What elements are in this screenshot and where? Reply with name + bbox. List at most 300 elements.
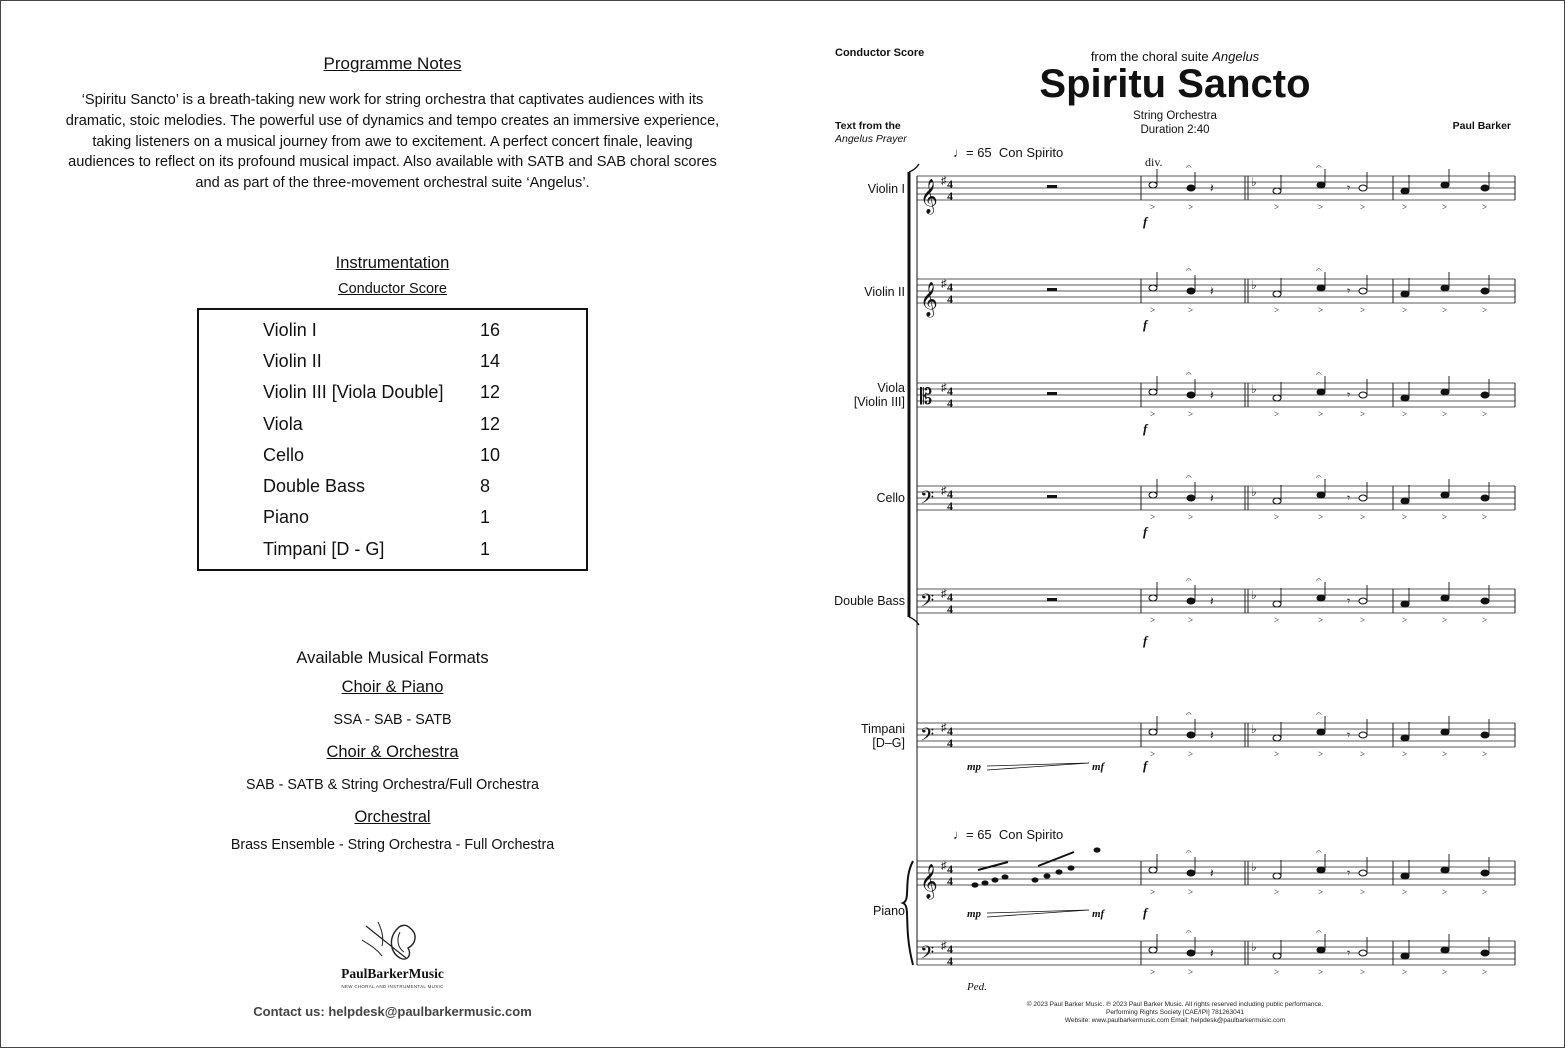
- staff-label-viola: Viola [Violin III]: [853, 381, 905, 409]
- dynamic-forte: f: [1143, 214, 1148, 229]
- note-head: [1481, 732, 1489, 738]
- instrument-row: [263, 507, 563, 531]
- fermata-icon: 𝄐: [1316, 575, 1322, 586]
- dynamic-mp: mp: [967, 908, 982, 920]
- alto-clef-icon: 𝄡: [920, 384, 933, 409]
- note-head: [1273, 188, 1281, 194]
- accent-mark: >: [1442, 749, 1448, 759]
- note-head: [1401, 498, 1409, 504]
- note-head: [972, 882, 979, 887]
- score-subtitle: String Orchestra: [1133, 110, 1217, 122]
- accent-mark: >: [1274, 305, 1280, 315]
- instrument-name: Violin III [Viola Double]: [263, 382, 444, 402]
- pedal-mark: Ped.: [967, 981, 987, 993]
- dynamic-forte: f: [1143, 905, 1148, 920]
- note-head: [1187, 598, 1195, 604]
- format-line: Brass Ensemble - String Orchestra - Full Orchestra: [230, 837, 555, 853]
- accent-mark: >: [1318, 615, 1324, 625]
- time-signature-bottom: 4: [947, 396, 953, 410]
- sharp-icon: ♯: [941, 860, 947, 872]
- eighth-rest-icon: 𝄾: [1347, 284, 1351, 298]
- note-head: [1481, 392, 1489, 398]
- accent-mark: >: [1188, 749, 1194, 759]
- text-source-line: Text from the: [835, 120, 901, 132]
- accent-mark: >: [1150, 749, 1156, 759]
- note-head: [1317, 867, 1325, 873]
- dynamic-mf: mf: [1092, 908, 1105, 920]
- accent-mark: >: [1318, 512, 1324, 522]
- note-head: [1149, 595, 1157, 601]
- note-head: [1187, 732, 1195, 738]
- accent-mark: >: [1188, 512, 1194, 522]
- flat-icon: ♭: [1251, 940, 1257, 954]
- note-head: [1359, 598, 1367, 604]
- fermata-icon: 𝄐: [1186, 575, 1192, 586]
- note-head: [1441, 182, 1449, 188]
- quarter-rest-icon: 𝄽: [1210, 728, 1214, 742]
- note-head: [1401, 953, 1409, 959]
- format-heading: Orchestral: [354, 808, 431, 826]
- eighth-rest-icon: 𝄾: [1347, 946, 1351, 960]
- suite-name: Angelus: [1212, 49, 1260, 64]
- accent-mark: >: [1150, 305, 1156, 315]
- time-signature-bottom: 4: [947, 189, 953, 203]
- score-page: [785, 0, 1565, 1048]
- note-head: [1149, 492, 1157, 498]
- note-head: [1481, 185, 1489, 191]
- from-prefix: from the choral suite: [1090, 49, 1213, 64]
- instrument-row: [263, 539, 563, 563]
- accent-mark: >: [1150, 202, 1156, 212]
- instrument-qty: 8: [480, 476, 491, 496]
- flat-icon: ♭: [1251, 382, 1257, 396]
- instrument-name: Viola: [263, 414, 303, 434]
- note-head: [1149, 947, 1157, 953]
- accent-mark: >: [1360, 305, 1366, 315]
- eighth-rest-icon: 𝄾: [1347, 388, 1351, 402]
- accent-mark: >: [1150, 615, 1156, 625]
- bass-clef-icon: 𝄢: [920, 487, 935, 512]
- programme-notes-body: [40, 90, 745, 194]
- instrument-name: Timpani [D - G]: [263, 539, 385, 559]
- note-head: [1149, 867, 1157, 873]
- time-signature-bottom: 4: [947, 499, 953, 513]
- piano-brace: [903, 861, 913, 965]
- sharp-icon: ♯: [941, 382, 947, 394]
- format-heading: Choir & Orchestra: [326, 743, 459, 761]
- note-head: [1032, 877, 1039, 882]
- instrument-row: [263, 351, 563, 375]
- fermata-icon: 𝄐: [1316, 472, 1322, 483]
- flat-icon: ♭: [1251, 485, 1257, 499]
- instrument-qty: 1: [480, 539, 491, 559]
- dynamic-mf: mf: [1092, 761, 1105, 773]
- accent-mark: >: [1360, 409, 1366, 419]
- accent-mark: >: [1274, 512, 1280, 522]
- crescendo-hairpin: [987, 763, 1089, 770]
- time-signature-bottom: 4: [947, 292, 953, 306]
- sharp-icon: ♯: [941, 485, 947, 497]
- note-head: [1441, 947, 1449, 953]
- instrumentation-title: Instrumentation: [335, 254, 450, 272]
- note-head: [1441, 595, 1449, 601]
- note-head: [1441, 389, 1449, 395]
- dynamic-mp: mp: [967, 761, 982, 773]
- accent-mark: >: [1318, 409, 1324, 419]
- accent-mark: >: [1442, 887, 1448, 897]
- fermata-icon: 𝄐: [1186, 472, 1192, 483]
- instrument-name: Cello: [263, 445, 305, 465]
- whole-rest: [1047, 598, 1057, 601]
- fermata-icon: 𝄐: [1316, 369, 1322, 380]
- quarter-note-icon: ♩: [953, 145, 966, 160]
- programme-line: taking listeners on a musical journey from awe to excitement. A perfect concert finale, leaving: [92, 133, 693, 150]
- note-head: [1481, 495, 1489, 501]
- sharp-icon: ♯: [941, 940, 947, 952]
- note-head: [1068, 865, 1075, 870]
- treble-clef-icon: 𝄞: [920, 283, 938, 316]
- time-signature-bottom: 4: [947, 736, 953, 750]
- note-head: [1481, 598, 1489, 604]
- quarter-note-icon: ♩: [953, 827, 966, 842]
- sharp-icon: ♯: [941, 588, 947, 600]
- accent-mark: >: [1150, 887, 1156, 897]
- instrument-name: Violin I: [263, 320, 317, 340]
- text-source-prayer: Angelus Prayer: [835, 133, 907, 145]
- instrument-row: [263, 476, 563, 500]
- accent-mark: >: [1442, 409, 1448, 419]
- note-head: [1273, 498, 1281, 504]
- accent-mark: >: [1442, 512, 1448, 522]
- accent-mark: >: [1482, 305, 1488, 315]
- instrument-qty: 12: [480, 382, 501, 402]
- bass-clef-icon: 𝄢: [920, 724, 935, 749]
- accent-mark: >: [1360, 967, 1366, 977]
- accent-mark: >: [1482, 887, 1488, 897]
- accent-mark: >: [1188, 202, 1194, 212]
- programme-line: audiences to reflect on its profound musical impact. Also available with SATB and SAB choral scores: [68, 154, 717, 171]
- score-notation: [785, 0, 1565, 1000]
- note-head: [1187, 495, 1195, 501]
- note-head: [1359, 392, 1367, 398]
- note-head: [1401, 601, 1409, 607]
- note-head: [1094, 847, 1101, 852]
- accent-mark: >: [1274, 749, 1280, 759]
- accent-mark: >: [1274, 615, 1280, 625]
- note-head: [1401, 735, 1409, 741]
- fermata-icon: 𝄐: [1316, 265, 1322, 276]
- note-head: [992, 877, 999, 882]
- dynamic-forte: f: [1143, 421, 1148, 436]
- note-head: [1317, 947, 1325, 953]
- treble-clef-icon: 𝄞: [920, 865, 938, 898]
- time-signature-top: 4: [947, 177, 953, 191]
- note-head: [1317, 389, 1325, 395]
- time-signature-top: 4: [947, 280, 953, 294]
- accent-mark: >: [1402, 887, 1408, 897]
- quarter-rest-icon: 𝄽: [1210, 181, 1214, 195]
- note-head: [1187, 185, 1195, 191]
- accent-mark: >: [1188, 305, 1194, 315]
- staff-label-double-bass: Double Bass: [834, 594, 905, 608]
- note-head: [1441, 729, 1449, 735]
- note-head: [1481, 950, 1489, 956]
- accent-mark: >: [1318, 749, 1324, 759]
- accent-mark: >: [1274, 409, 1280, 419]
- note-head: [1317, 492, 1325, 498]
- note-head: [1481, 288, 1489, 294]
- staff-label-violin-2: Violin II: [864, 285, 905, 299]
- instrument-row: [263, 320, 563, 344]
- accent-mark: >: [1188, 409, 1194, 419]
- time-signature-bottom: 4: [947, 602, 953, 616]
- eighth-rest-icon: 𝄾: [1347, 594, 1351, 608]
- footer-prs: Performing Rights Society [CAE/IPI] 781263041: [1105, 1009, 1245, 1016]
- accent-mark: >: [1442, 305, 1448, 315]
- accent-mark: >: [1274, 887, 1280, 897]
- note-head: [1359, 870, 1367, 876]
- sharp-icon: ♯: [941, 175, 947, 187]
- quarter-rest-icon: 𝄽: [1210, 284, 1214, 298]
- note-head: [1317, 285, 1325, 291]
- time-signature-top: 4: [947, 724, 953, 738]
- contact-line: Contact us: helpdesk@paulbarkermusic.com: [253, 1004, 532, 1019]
- accent-mark: >: [1442, 615, 1448, 625]
- divisi-mark: div.: [1145, 155, 1163, 169]
- fermata-icon: 𝄐: [1186, 369, 1192, 380]
- eighth-rest-icon: 𝄾: [1347, 181, 1351, 195]
- programme-line: and as part of the three-movement orchestral suite ‘Angelus’.: [195, 175, 590, 192]
- time-signature-top: 4: [947, 487, 953, 501]
- fermata-icon: 𝄐: [1316, 927, 1322, 938]
- eighth-rest-icon: 𝄾: [1347, 491, 1351, 505]
- accent-mark: >: [1360, 512, 1366, 522]
- accent-mark: >: [1274, 967, 1280, 977]
- time-signature-top: 4: [947, 942, 953, 956]
- format-line: SAB - SATB & String Orchestra/Full Orchestra: [246, 777, 539, 793]
- formats-title: Available Musical Formats: [296, 649, 489, 667]
- accent-mark: >: [1150, 512, 1156, 522]
- tempo-mark: ♩= 65 Con Spirito: [953, 145, 1064, 160]
- note-head: [1317, 182, 1325, 188]
- quarter-rest-icon: 𝄽: [1210, 594, 1214, 608]
- note-head: [1441, 285, 1449, 291]
- accent-mark: >: [1402, 749, 1408, 759]
- note-head: [1149, 389, 1157, 395]
- flat-icon: ♭: [1251, 722, 1257, 736]
- note-head: [1273, 953, 1281, 959]
- quarter-rest-icon: 𝄽: [1210, 946, 1214, 960]
- instrument-name: Piano: [263, 507, 310, 527]
- footer-contact: Website: www.paulbarkermusic.com Email: helpdesk@paulbarkermusic.com: [1064, 1017, 1286, 1024]
- score-duration: Duration 2:40: [1140, 124, 1210, 136]
- note-head: [1359, 732, 1367, 738]
- accent-mark: >: [1360, 202, 1366, 212]
- note-head: [1317, 595, 1325, 601]
- note-head: [1273, 601, 1281, 607]
- logo-text: PaulBarkerMusic: [341, 966, 444, 981]
- instrument-row: [263, 445, 563, 469]
- quarter-rest-icon: 𝄽: [1210, 388, 1214, 402]
- note-head: [1273, 291, 1281, 297]
- note-head: [1441, 867, 1449, 873]
- note-head: [1002, 874, 1009, 879]
- staff-label-piano: Piano: [873, 904, 905, 918]
- accent-mark: >: [1150, 967, 1156, 977]
- eighth-rest-icon: 𝄾: [1347, 728, 1351, 742]
- conductor-score-label: Conductor Score: [835, 47, 925, 59]
- note-head: [1149, 285, 1157, 291]
- time-signature-bottom: 4: [947, 954, 953, 968]
- staff-label-cello: Cello: [876, 491, 905, 505]
- accent-mark: >: [1402, 409, 1408, 419]
- note-beam: [1038, 852, 1074, 866]
- accent-mark: >: [1318, 202, 1324, 212]
- flat-icon: ♭: [1251, 588, 1257, 602]
- fermata-icon: 𝄐: [1186, 847, 1192, 858]
- whole-rest: [1047, 288, 1057, 291]
- accent-mark: >: [1402, 615, 1408, 625]
- footer-copyright: © 2023 Paul Barker Music. ℗ 2023 Paul Barker Music. All rights reserved including public performance.: [1026, 1001, 1324, 1008]
- accent-mark: >: [1482, 202, 1488, 212]
- flat-icon: ♭: [1251, 175, 1257, 189]
- instrument-row: [263, 414, 563, 438]
- accent-mark: >: [1188, 967, 1194, 977]
- accent-mark: >: [1188, 887, 1194, 897]
- note-head: [1359, 495, 1367, 501]
- instrument-name: Violin II: [263, 351, 322, 371]
- dynamic-forte: f: [1143, 633, 1148, 648]
- score-title: Spiritu Sancto: [1039, 62, 1311, 106]
- note-head: [1359, 288, 1367, 294]
- flat-icon: ♭: [1251, 278, 1257, 292]
- instrument-qty: 10: [480, 445, 501, 465]
- accent-mark: >: [1402, 305, 1408, 315]
- accent-mark: >: [1442, 967, 1448, 977]
- crescendo-hairpin: [987, 910, 1089, 917]
- accent-mark: >: [1150, 409, 1156, 419]
- instrumentation-subtitle: Conductor Score: [338, 281, 447, 297]
- note-head: [1187, 950, 1195, 956]
- accent-mark: >: [1442, 202, 1448, 212]
- fermata-icon: 𝄐: [1186, 162, 1192, 173]
- programme-line: ‘Spiritu Sancto’ is a breath-taking new work for string orchestra that captivates audiences with its: [81, 92, 704, 108]
- note-head: [1441, 492, 1449, 498]
- note-head: [1187, 392, 1195, 398]
- dynamic-forte: f: [1143, 524, 1148, 539]
- accent-mark: >: [1318, 305, 1324, 315]
- instrument-row: [263, 382, 563, 406]
- fermata-icon: 𝄐: [1316, 847, 1322, 858]
- note-head: [1481, 870, 1489, 876]
- fermata-icon: 𝄐: [1186, 265, 1192, 276]
- programme-line: dramatic, stoic melodies. The powerful use of dynamics and tempo creates an immersive experience,: [65, 112, 720, 129]
- treble-clef-icon: 𝄞: [920, 180, 938, 213]
- note-head: [1401, 395, 1409, 401]
- whole-rest: [1047, 392, 1057, 395]
- note-head: [1187, 288, 1195, 294]
- note-head: [1359, 950, 1367, 956]
- instrument-name: Double Bass: [263, 476, 366, 496]
- instrument-qty: 1: [480, 507, 491, 527]
- note-head: [1359, 185, 1367, 191]
- accent-mark: >: [1402, 512, 1408, 522]
- note-head: [1401, 873, 1409, 879]
- note-head: [1044, 873, 1051, 878]
- format-heading: Choir & Piano: [341, 678, 444, 696]
- bass-clef-icon: 𝄢: [920, 942, 935, 967]
- note-beam: [978, 862, 1008, 870]
- accent-mark: >: [1360, 749, 1366, 759]
- time-signature-bottom: 4: [947, 874, 953, 888]
- instrument-qty: 14: [480, 351, 501, 371]
- time-signature-top: 4: [947, 590, 953, 604]
- note-head: [1401, 188, 1409, 194]
- note-head: [1149, 182, 1157, 188]
- accent-mark: >: [1360, 615, 1366, 625]
- note-head: [1149, 729, 1157, 735]
- dynamic-forte: f: [1143, 317, 1148, 332]
- programme-notes-title: Programme Notes: [323, 54, 462, 73]
- note-head: [1273, 735, 1281, 741]
- logo-tagline: NEW CHORAL AND INSTRUMENTAL MUSIC: [341, 984, 444, 989]
- sharp-icon: ♯: [941, 278, 947, 290]
- accent-mark: >: [1274, 202, 1280, 212]
- quarter-rest-icon: 𝄽: [1210, 491, 1214, 505]
- format-line: SSA - SAB - SATB: [333, 712, 452, 728]
- accent-mark: >: [1402, 202, 1408, 212]
- composer: Paul Barker: [1452, 120, 1511, 132]
- accent-mark: >: [1482, 967, 1488, 977]
- fermata-icon: 𝄐: [1316, 162, 1322, 173]
- note-head: [1273, 395, 1281, 401]
- accent-mark: >: [1482, 512, 1488, 522]
- note-head: [1187, 870, 1195, 876]
- eighth-rest-icon: 𝄾: [1347, 866, 1351, 880]
- bass-clef-icon: 𝄢: [920, 590, 935, 615]
- instrument-qty: 16: [480, 320, 501, 340]
- note-head: [982, 880, 989, 885]
- tempo-mark-piano: ♩= 65 Con Spirito: [953, 827, 1064, 842]
- note-head: [1317, 729, 1325, 735]
- note-head: [1401, 291, 1409, 297]
- accent-mark: >: [1318, 887, 1324, 897]
- dynamic-forte: f: [1143, 758, 1148, 773]
- instrumentation-table: [197, 308, 588, 571]
- time-signature-top: 4: [947, 384, 953, 398]
- quarter-rest-icon: 𝄽: [1210, 866, 1214, 880]
- note-head: [1056, 869, 1063, 874]
- instrument-qty: 12: [480, 414, 501, 434]
- whole-rest: [1047, 495, 1057, 498]
- accent-mark: >: [1188, 615, 1194, 625]
- staff-label-timpani: Timpani [D–G]: [861, 722, 905, 750]
- staff-label-violin-1: Violin I: [867, 182, 905, 196]
- fermata-icon: 𝄐: [1186, 927, 1192, 938]
- accent-mark: >: [1482, 615, 1488, 625]
- fermata-icon: 𝄐: [1316, 709, 1322, 720]
- time-signature-top: 4: [947, 862, 953, 876]
- flat-icon: ♭: [1251, 860, 1257, 874]
- accent-mark: >: [1360, 887, 1366, 897]
- fermata-icon: 𝄐: [1186, 709, 1192, 720]
- accent-mark: >: [1482, 749, 1488, 759]
- accent-mark: >: [1402, 967, 1408, 977]
- sharp-icon: ♯: [941, 722, 947, 734]
- accent-mark: >: [1318, 967, 1324, 977]
- whole-rest: [1047, 185, 1057, 188]
- note-head: [1273, 873, 1281, 879]
